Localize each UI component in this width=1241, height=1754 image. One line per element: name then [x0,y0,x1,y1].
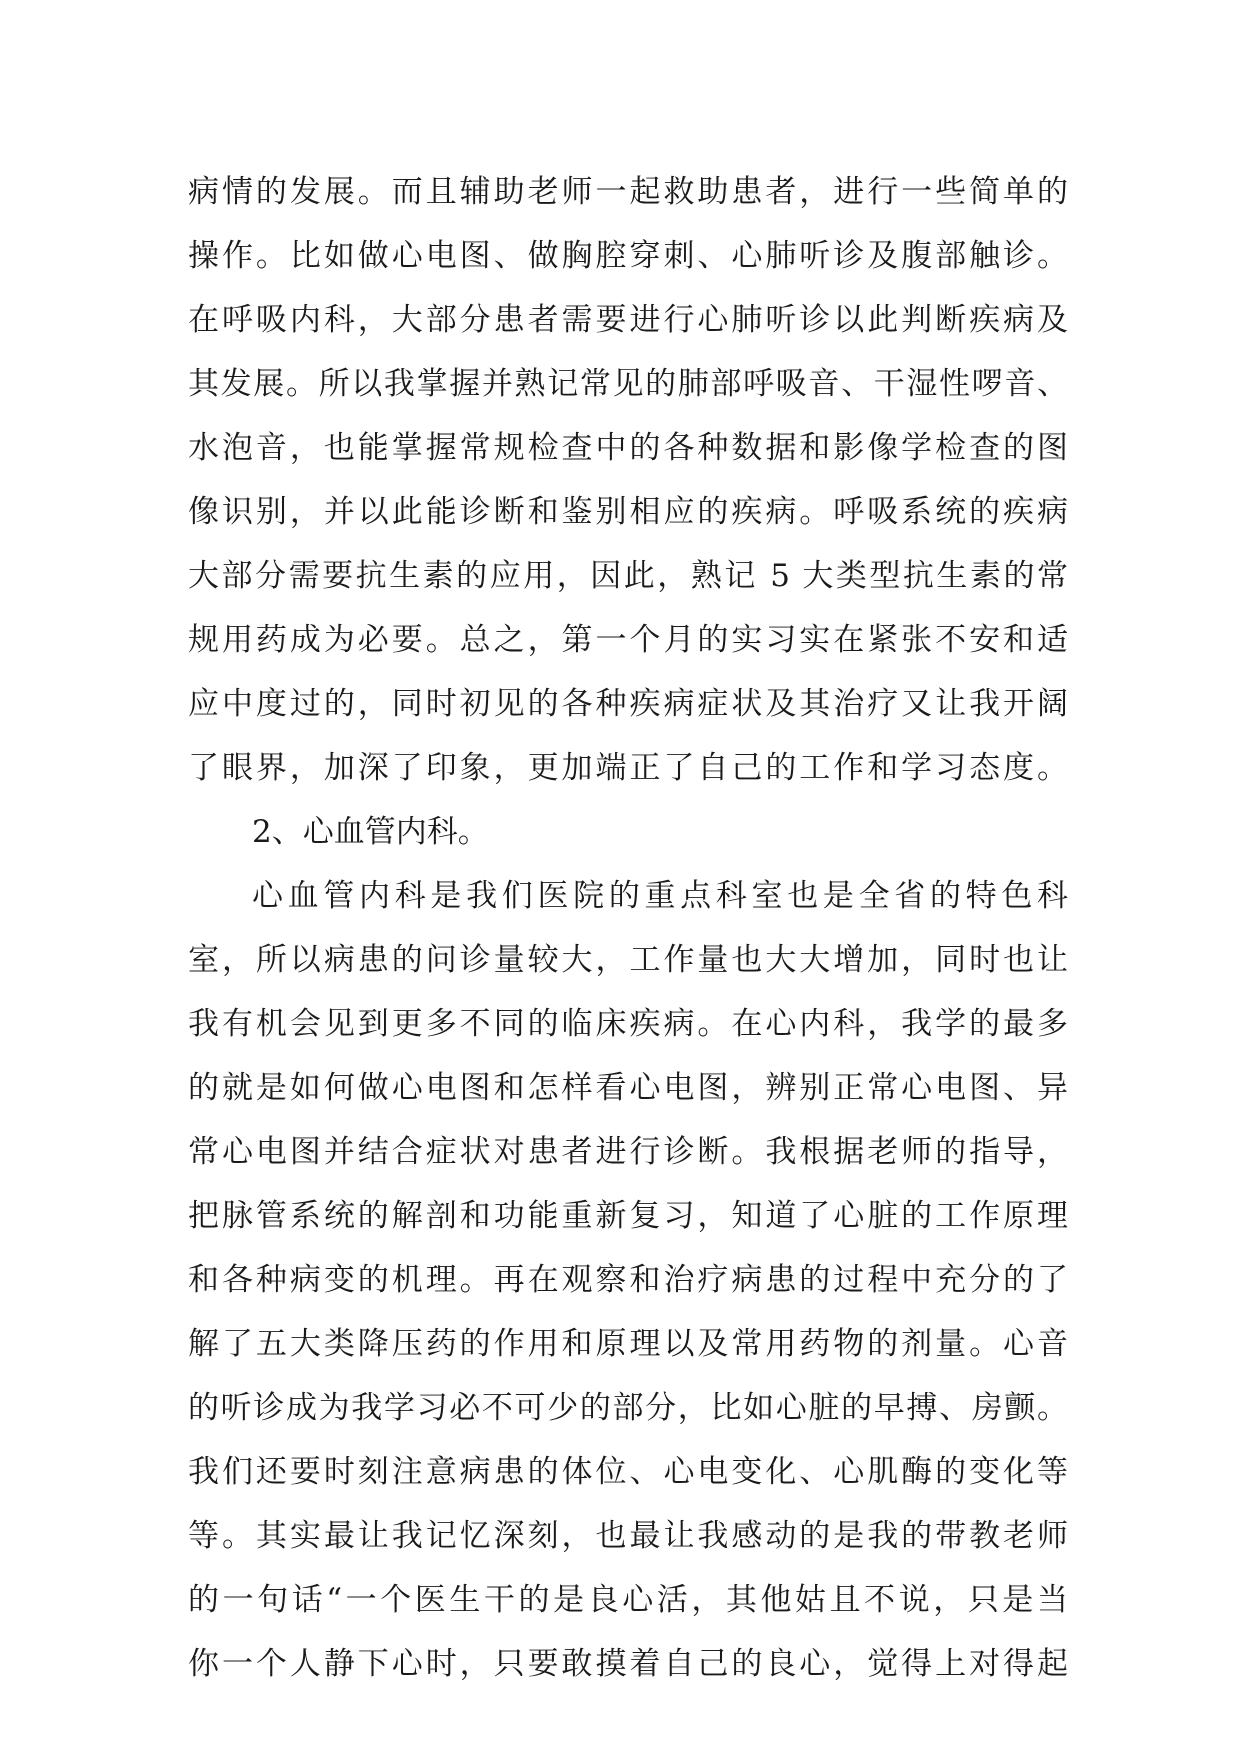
text-line: 你一个人静下心时，只要敢摸着自己的良心，觉得上对得起 [188,1646,1068,1682]
body-text [188,160,1068,1696]
text-line: 在呼吸内科，大部分患者需要进行心肺听诊以此判断疾病及 [188,302,1068,338]
text-line: 操作。比如做心电图、做胸腔穿刺、心肺听诊及腹部触诊。 [188,238,1068,274]
text-line: 大部分需要抗生素的应用，因此，熟记 5 大类型抗生素的常 [188,558,1068,594]
text-line: 的听诊成为我学习必不可少的部分，比如心脏的早搏、房颤。 [188,1390,1068,1426]
text-line: 把脉管系统的解剖和功能重新复习，知道了心脏的工作原理 [188,1198,1068,1234]
text-line: 像识别，并以此能诊断和鉴别相应的疾病。呼吸系统的疾病 [188,494,1068,530]
text-line: 解了五大类降压药的作用和原理以及常用药物的剂量。心音 [188,1326,1068,1362]
text-line: 常心电图并结合症状对患者进行诊断。我根据老师的指导， [188,1134,1068,1170]
text-line: 室，所以病患的问诊量较大，工作量也大大增加，同时也让 [188,942,1068,978]
section-heading: 2、心血管内科。 [252,814,489,850]
text-line: 其发展。所以我掌握并熟记常见的肺部呼吸音、干湿性啰音、 [188,366,1068,402]
text-line: 和各种病变的机理。再在观察和治疗病患的过程中充分的了 [188,1262,1068,1298]
text-line: 病情的发展。而且辅助老师一起救助患者，进行一些简单的 [188,174,1068,210]
text-line: 心血管内科是我们医院的重点科室也是全省的特色科 [252,878,1068,914]
text-line: 了眼界，加深了印象，更加端正了自己的工作和学习态度。 [188,750,1068,786]
text-line: 等。其实最让我记忆深刻，也最让我感动的是我的带教老师 [188,1518,1068,1554]
text-line: 应中度过的，同时初见的各种疾病症状及其治疗又让我开阔 [188,686,1068,722]
text-line: 规用药成为必要。总之，第一个月的实习实在紧张不安和适 [188,622,1068,658]
text-line: 水泡音，也能掌握常规检查中的各种数据和影像学检查的图 [188,430,1068,466]
text-line: 我们还要时刻注意病患的体位、心电变化、心肌酶的变化等 [188,1454,1068,1490]
text-line: 我有机会见到更多不同的临床疾病。在心内科，我学的最多 [188,1006,1068,1042]
text-line: 的就是如何做心电图和怎样看心电图，辨别正常心电图、异 [188,1070,1068,1106]
text-line: 的一句话“一个医生干的是良心活，其他姑且不说，只是当 [188,1582,1068,1618]
